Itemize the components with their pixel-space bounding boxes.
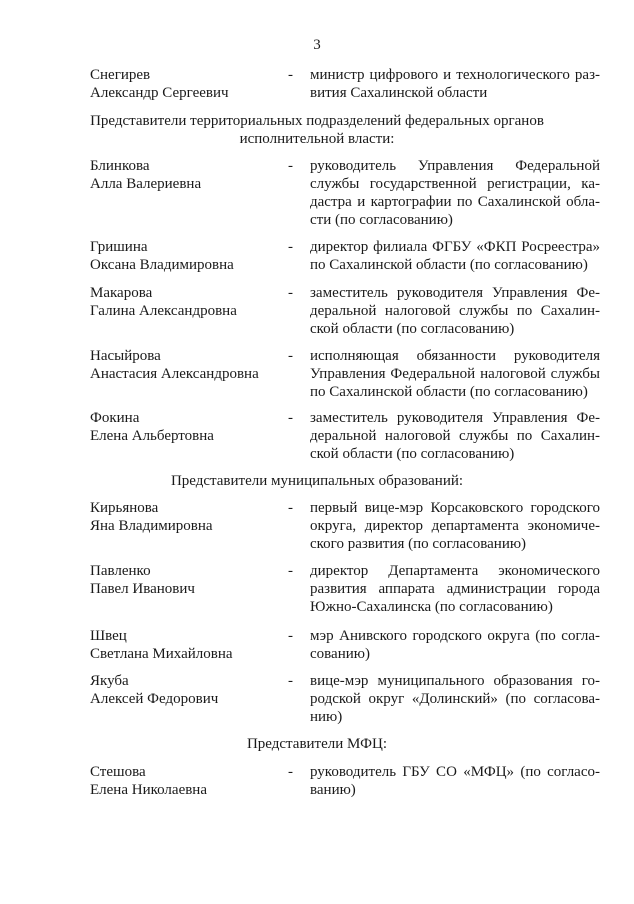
member-given-name: Светлана Михайловна <box>90 646 233 662</box>
position-line: ской области (по согласованию) <box>310 321 515 337</box>
position-line: руководитель Управления Федеральной <box>310 158 600 174</box>
member-position <box>310 284 600 338</box>
member-surname: Макарова <box>90 285 153 301</box>
position-line: Южно-Сахалинска (по согласованию) <box>310 599 553 615</box>
member-name <box>90 238 280 274</box>
member-surname: Насыйрова <box>90 348 161 364</box>
member-surname: Якуба <box>90 673 129 689</box>
member-position <box>310 672 600 726</box>
member-position <box>310 763 600 799</box>
dash-separator: - <box>288 563 293 579</box>
member-surname: Блинкова <box>90 158 150 174</box>
dash-separator: - <box>288 239 293 255</box>
position-line: округа, директор департамента экономиче- <box>310 518 600 534</box>
dash-separator: - <box>288 764 293 780</box>
section-heading-federal <box>0 112 634 148</box>
position-line: директор филиала ФГБУ «ФКП Росреестра» <box>310 239 600 255</box>
member-name <box>90 284 280 320</box>
member-name <box>90 157 280 193</box>
section-heading-line: Представители муниципальных образований: <box>170 473 464 489</box>
member-position <box>310 66 600 102</box>
position-line: дастра и картографии по Сахалинской обла- <box>310 194 600 210</box>
member-name <box>90 499 280 535</box>
position-line: вице-мэр муниципального образования го- <box>310 673 600 689</box>
position-line: ского развития (по согласованию) <box>310 536 527 552</box>
position-line: ской области (по согласованию) <box>310 446 515 462</box>
position-line: первый вице-мэр Корсаковского городского <box>310 500 600 516</box>
member-surname: Гришина <box>90 239 148 255</box>
position-line: заместитель руководителя Управления Фе- <box>310 285 600 301</box>
member-name <box>90 66 280 102</box>
member-position <box>310 562 600 616</box>
member-given-name: Павел Иванович <box>90 581 195 597</box>
dash-separator: - <box>288 500 293 516</box>
position-line: развития аппарата администрации города <box>310 581 600 597</box>
dash-separator: - <box>288 410 293 426</box>
member-surname: Снегирев <box>90 67 151 83</box>
member-given-name: Александр Сергеевич <box>90 85 229 101</box>
position-line: вития Сахалинской области <box>310 85 488 101</box>
member-given-name: Оксана Владимировна <box>90 257 234 273</box>
member-name <box>90 562 280 598</box>
position-line: сованию) <box>310 646 370 662</box>
position-line: службы государственной регистрации, ка- <box>310 176 600 192</box>
member-surname: Швец <box>90 628 127 644</box>
position-line: заместитель руководителя Управления Фе- <box>310 410 600 426</box>
member-given-name: Анастасия Александровна <box>90 366 259 382</box>
dash-separator: - <box>288 158 293 174</box>
member-surname: Фокина <box>90 410 140 426</box>
dash-separator: - <box>288 673 293 689</box>
member-surname: Кирьянова <box>90 500 159 516</box>
dash-separator: - <box>288 67 293 83</box>
member-name <box>90 672 280 708</box>
member-surname: Павленко <box>90 563 151 579</box>
position-line: сти (по согласованию) <box>310 212 453 228</box>
member-given-name: Алексей Федорович <box>90 691 219 707</box>
member-position <box>310 347 600 401</box>
member-name <box>90 763 280 799</box>
position-line: деральной налоговой службы по Сахалин- <box>310 303 600 319</box>
dash-separator: - <box>288 628 293 644</box>
member-position <box>310 627 600 663</box>
member-given-name: Елена Альбертовна <box>90 428 214 444</box>
position-line: родской округ «Долинский» (по согласова- <box>310 691 600 707</box>
member-name <box>90 409 280 445</box>
section-heading-mfc <box>0 735 634 753</box>
member-position <box>310 238 600 274</box>
position-line: по Сахалинской области (по согласованию) <box>310 384 588 400</box>
page-number: 3 <box>313 37 321 53</box>
position-line: нию) <box>310 709 343 725</box>
dash-separator: - <box>288 348 293 364</box>
section-heading-line: Представители МФЦ: <box>246 736 388 752</box>
member-name <box>90 627 280 663</box>
position-line: Управления Федеральной налоговой службы <box>310 366 600 382</box>
position-line: исполняющая обязанности руководителя <box>310 348 600 364</box>
section-heading-line: Представители территориальных подразделений федеральных органов <box>90 113 544 129</box>
position-line: руководитель ГБУ СО «МФЦ» (по согласо- <box>310 764 600 780</box>
member-name <box>90 347 280 383</box>
member-position <box>310 499 600 553</box>
section-heading-municipal <box>0 472 634 490</box>
member-given-name: Елена Николаевна <box>90 782 207 798</box>
position-line: директор Департамента экономического <box>310 563 600 579</box>
dash-separator: - <box>288 285 293 301</box>
member-given-name: Галина Александровна <box>90 303 237 319</box>
position-line: ванию) <box>310 782 356 798</box>
member-position <box>310 157 600 229</box>
member-given-name: Алла Валериевна <box>90 176 202 192</box>
member-surname: Стешова <box>90 764 146 780</box>
position-line: министр цифрового и технологического раз- <box>310 67 600 83</box>
section-heading-line: исполнительной власти: <box>239 131 395 147</box>
position-line: мэр Анивского городского округа (по согла- <box>310 628 600 644</box>
member-position <box>310 409 600 463</box>
position-line: деральной налоговой службы по Сахалин- <box>310 428 600 444</box>
member-given-name: Яна Владимировна <box>90 518 213 534</box>
position-line: по Сахалинской области (по согласованию) <box>310 257 588 273</box>
